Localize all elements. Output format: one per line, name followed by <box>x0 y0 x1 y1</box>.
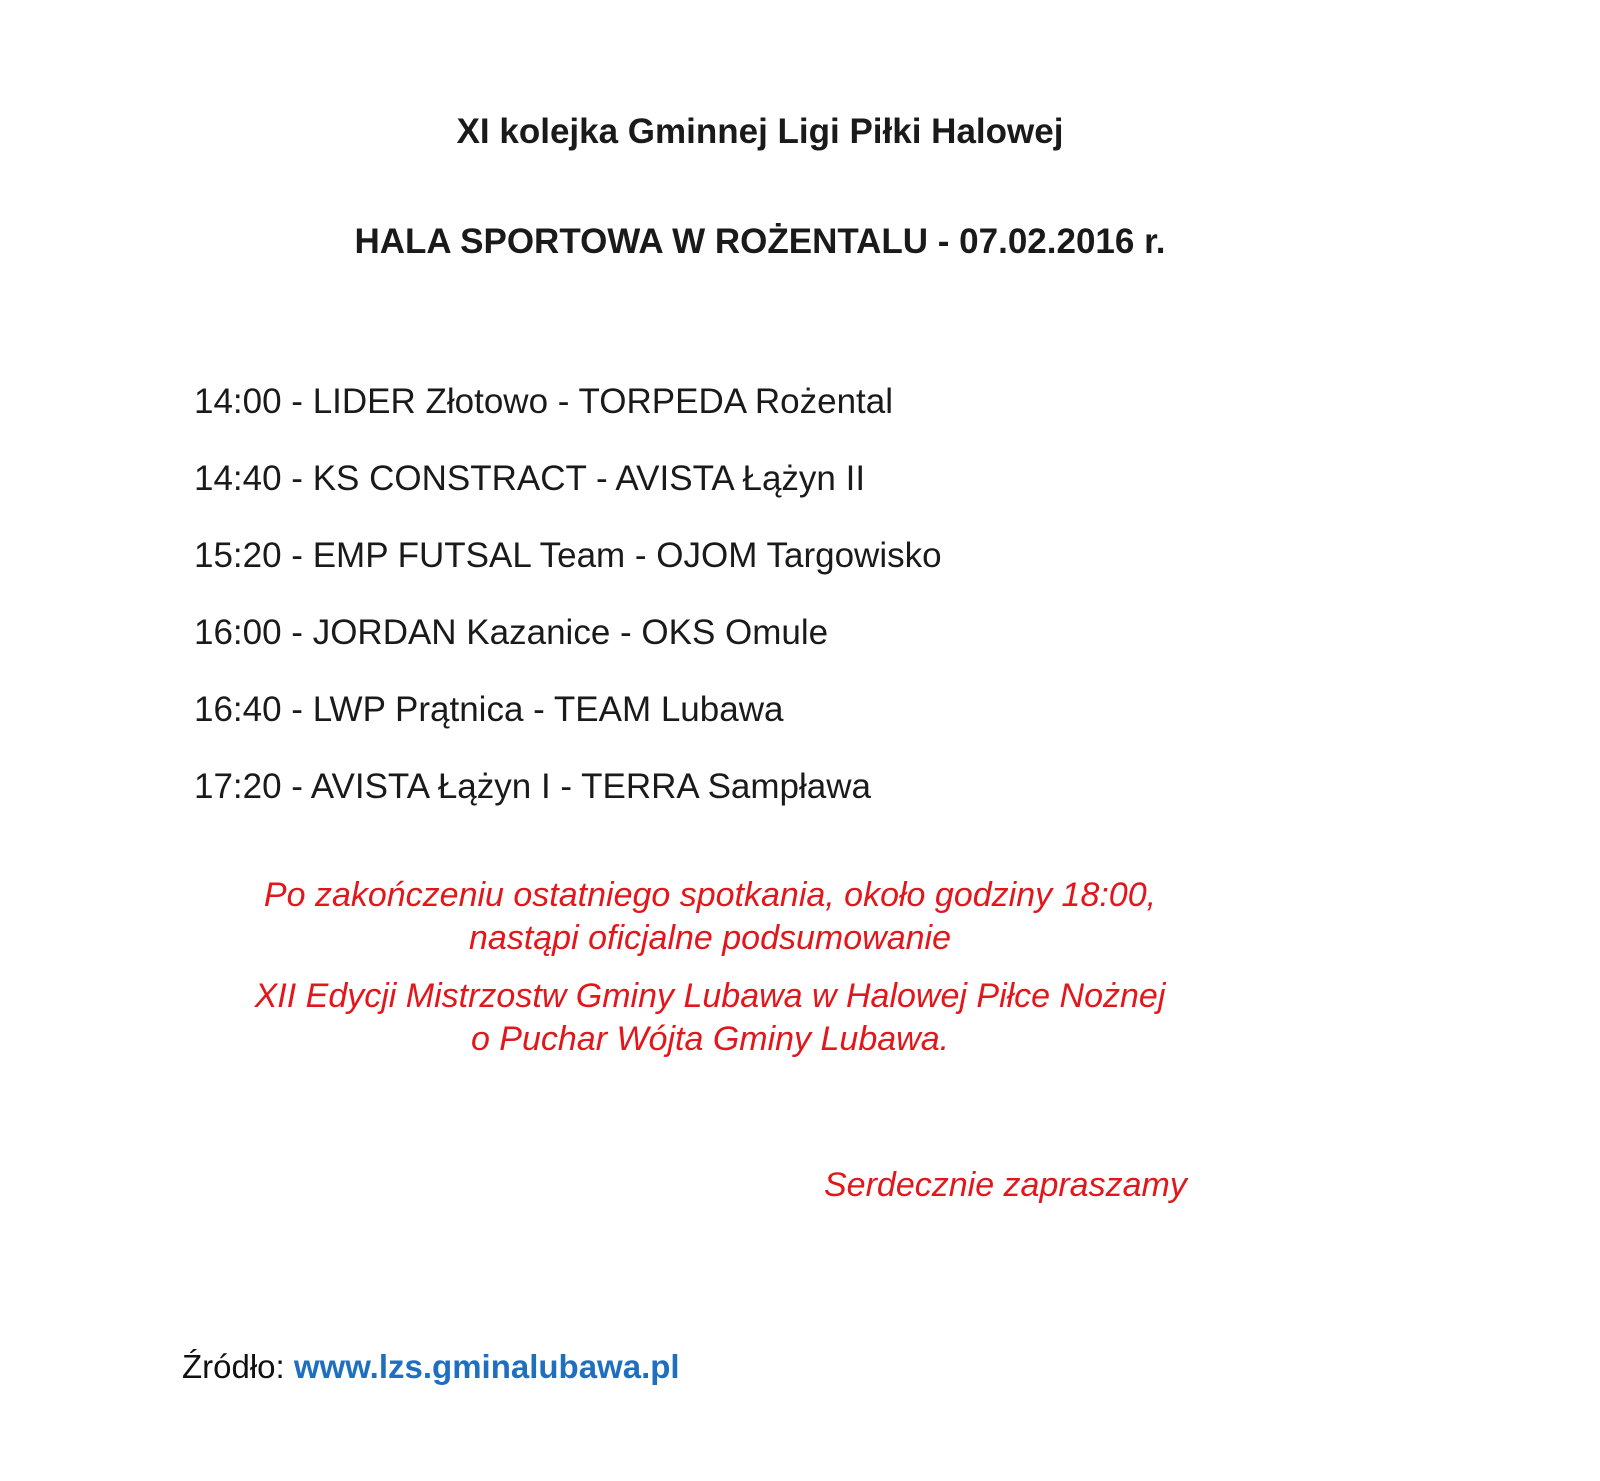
match-row: 15:20 - EMP FUTSAL Team - OJOM Targowisko <box>194 536 942 575</box>
match-row: 17:20 - AVISTA Łążyn I - TERRA Sampława <box>194 767 871 806</box>
league-round-title: XI kolejka Gminnej Ligi Piłki Halowej <box>456 112 1064 151</box>
notice-line: nastąpi oficjalne podsumowanie <box>469 919 951 957</box>
notice-line: Po zakończeniu ostatniego spotkania, około godziny 18:00, <box>263 876 1157 914</box>
match-row: 14:40 - KS CONSTRACT - AVISTA Łążyn II <box>194 459 866 498</box>
source-line <box>182 1348 680 1386</box>
source-label: Źródło: <box>182 1348 285 1385</box>
invitation-text: Serdecznie zapraszamy <box>824 1166 1187 1204</box>
match-schedule <box>194 378 942 840</box>
ceremony-notice <box>150 874 1270 960</box>
notice-line: o Puchar Wójta Gminy Lubawa. <box>470 1020 950 1058</box>
match-row: 16:00 - JORDAN Kazanice - OKS Omule <box>194 613 829 652</box>
championship-notice <box>150 975 1270 1061</box>
match-row: 16:40 - LWP Prątnica - TEAM Lubawa <box>194 690 784 729</box>
venue-date-heading: HALA SPORTOWA W ROŻENTALU - 07.02.2016 r. <box>354 222 1166 261</box>
source-link[interactable]: www.lzs.gminalubawa.pl <box>293 1348 680 1385</box>
match-row: 14:00 - LIDER Złotowo - TORPEDA Rożental <box>194 382 894 421</box>
notice-line: XII Edycji Mistrzostw Gminy Lubawa w Halowej Piłce Nożnej <box>254 977 1166 1015</box>
